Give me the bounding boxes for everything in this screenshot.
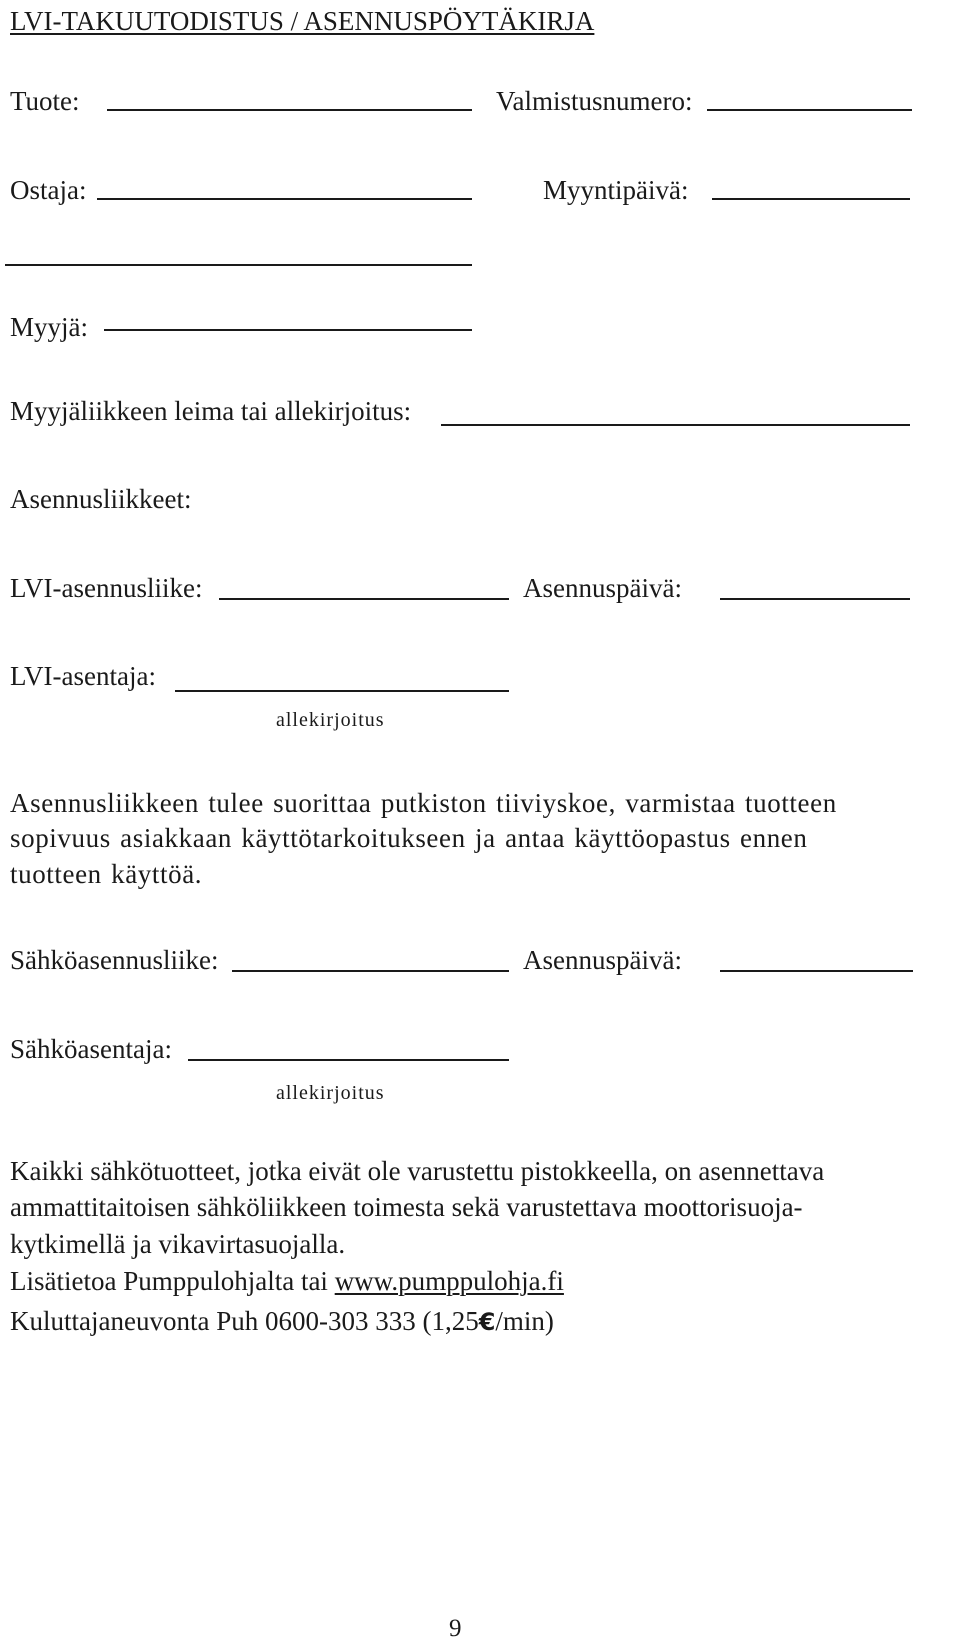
consumer-advice-line — [10, 1304, 554, 1339]
lvi-asennuspaiva-label: Asennuspäivä: — [523, 573, 682, 603]
lvi-note-line-1: Asennusliikkeen tulee suorittaa putkiston tiiviyskoe, varmistaa tuotteen — [10, 788, 837, 818]
website-link[interactable]: www.pumppulohja.fi — [334, 1266, 564, 1296]
lvi-asentaja-field[interactable] — [175, 690, 509, 692]
consumer-suffix: /min) — [495, 1306, 554, 1336]
leima-field[interactable] — [441, 424, 910, 426]
tuote-field[interactable] — [107, 109, 472, 111]
consumer-prefix: Kuluttajaneuvonta Puh 0600-303 333 (1,25 — [10, 1306, 479, 1336]
lvi-note-line-2: sopivuus asiakkaan käyttötarkoitukseen ja antaa käyttöopastus ennen — [10, 823, 808, 853]
lvi-note-line-3: tuotteen käyttöä. — [10, 859, 203, 889]
sahko-asennuspaiva-label: Asennuspäivä: — [523, 945, 682, 975]
valmistusnumero-field[interactable] — [707, 109, 912, 111]
myyntipaiva-field[interactable] — [712, 198, 910, 200]
sahko-note-line-2: ammattitaitoisen sähköliikkeen toimesta sekä varustettava moottorisuoja- — [10, 1192, 803, 1222]
sahko-note-line-1: Kaikki sähkötuotteet, jotka eivät ole varustettu pistokkeella, on asennettava — [10, 1156, 825, 1186]
ostaja-address-field[interactable] — [5, 264, 472, 266]
lvi-asennusliike-label: LVI-asennusliike: — [10, 573, 203, 603]
info-prefix: Lisätietoa Pumppulohjalta tai — [10, 1266, 335, 1296]
document-title: LVI-TAKUUTODISTUS / ASENNUSPÖYTÄKIRJA — [10, 6, 595, 36]
info-line — [10, 1264, 564, 1298]
lvi-asentaja-label: LVI-asentaja: — [10, 661, 156, 691]
asennusliikkeet-heading: Asennusliikkeet: — [10, 484, 192, 514]
lvi-asennusliike-field[interactable] — [219, 598, 509, 600]
sahko-asentaja-field[interactable] — [188, 1059, 509, 1061]
lvi-allekirjoitus-caption: allekirjoitus — [276, 709, 385, 731]
tuote-label: Tuote: — [10, 86, 80, 116]
myyntipaiva-label: Myyntipäivä: — [543, 175, 689, 205]
sahko-asennusliike-label: Sähköasennusliike: — [10, 945, 219, 975]
sahko-note-line-3: kytkimellä ja vikavirtasuojalla. — [10, 1229, 346, 1259]
ostaja-label: Ostaja: — [10, 175, 87, 205]
myyja-label: Myyjä: — [10, 312, 88, 342]
valmistusnumero-label: Valmistusnumero: — [496, 86, 693, 116]
sahko-asennusliike-field[interactable] — [232, 970, 509, 972]
sahko-asennuspaiva-field[interactable] — [720, 970, 913, 972]
sahko-asentaja-label: Sähköasentaja: — [10, 1034, 172, 1064]
page-number: 9 — [449, 1615, 462, 1642]
lvi-asennuspaiva-field[interactable] — [720, 598, 910, 600]
myyja-field[interactable] — [104, 329, 472, 331]
euro-symbol: € — [478, 1308, 496, 1336]
ostaja-field[interactable] — [97, 198, 472, 200]
leima-label: Myyjäliikkeen leima tai allekirjoitus: — [10, 396, 412, 426]
sahko-allekirjoitus-caption: allekirjoitus — [276, 1082, 385, 1104]
